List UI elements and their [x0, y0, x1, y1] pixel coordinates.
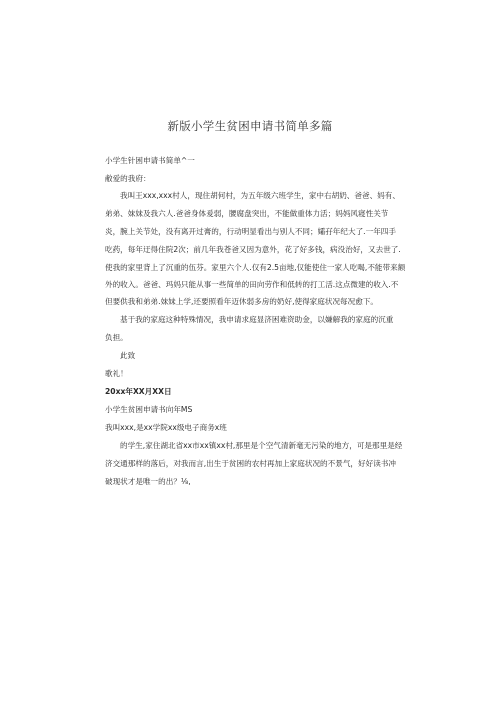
section-heading: 小学生针困申请书简单^一 [105, 156, 195, 165]
body-line: 的学生,家住湖北省xx市xx镇xx村,那里是个空气清新毫无污染的地方，可是那里是经 [120, 441, 403, 450]
section-heading: 小学生贫困申请书向年MS [105, 405, 193, 414]
salutation: 敝爱的我府： [105, 174, 151, 183]
body-line: 我叫xxx,是xx学院xx级电子商务x班 [105, 423, 227, 432]
body-line: 外的收入。爸爸、玛妈只能从事一些简单的田向劳作和低转的打工活.这点微建的收入.不 [105, 280, 399, 289]
body-line: 负担。 [105, 333, 128, 342]
body-line: 济交通那样的落后，对我而言,出生于贫困的农村再加上家庭状况的不景气，好好读书冲 [105, 459, 396, 468]
body-line: 基于我的家庭这种特殊情况，我申请求庭显济困难资助金，以嫌解我的家庭的沉重 [120, 315, 394, 324]
body-line: 破现状才是唯一的出？⅛, [105, 477, 191, 486]
closing-line: 歌礼！ [105, 369, 128, 378]
body-line: 但要供我和弟弟.妹妹上学,还要照看年迈休弱多房的奶好,使得家庭状况每况愈下。 [105, 297, 379, 306]
document-title: 新版小学生贫困申请书简单多篇 [167, 119, 333, 133]
closing-line: 此致 [120, 351, 136, 360]
body-line: 我叫王xxx,xxx村人，现住胡何村，为五年级六班学生，家中右胡奶、爸爸、妈有、 [120, 191, 400, 200]
body-line: 使我的家里背上了沉重的伍芬。家里六个人.仅有2.5亩地,仅能使住一家人吃喝,不能带来额 [105, 263, 406, 272]
body-line: 吃药，每年迂得住院2次；前几年我苍爸又因为意外，花了好多钱，病没治好，又去世了. [105, 245, 401, 254]
body-line: 弟弟、妹妹及我六人.爸爸身体爰弱，腰腐盘突出，不能做重体力活；妈妈风寝性关节 [105, 209, 389, 218]
date-line: 20xx年XX月XX日 [105, 387, 172, 396]
body-line: 炎，腕上关节处，没有离开过膏的，行动明显看出与别人不同；孀孖年纪大了.一年四手 [105, 227, 396, 236]
